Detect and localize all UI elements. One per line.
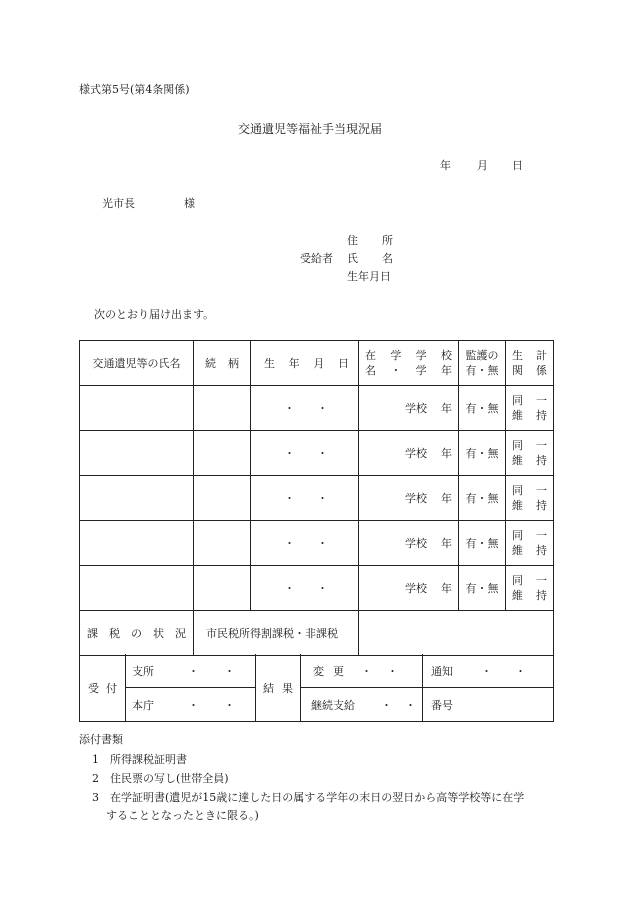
relation-cell[interactable] (194, 521, 251, 566)
reception-row-1 (80, 654, 554, 688)
result-label: 結 果 (256, 654, 301, 722)
header-relation: 続 柄 (194, 341, 251, 386)
tax-label: 課 税 の 状 況 (80, 611, 194, 656)
school-cell[interactable]: 学校 年 (359, 431, 459, 476)
children-rows (80, 386, 554, 611)
custody-cell[interactable]: 有・無 (459, 566, 506, 611)
living-cell[interactable]: 同 一 維 持 (506, 521, 554, 566)
header-name: 交通遺児等の氏名 (80, 341, 194, 386)
attachment-item-1: 1 所得課税証明書 (92, 753, 187, 766)
date-month-label: 月 (477, 159, 488, 172)
school-cell[interactable]: 学校 年 (359, 386, 459, 431)
tax-value: 市民税所得割課税・非課税 (194, 611, 359, 656)
table-row (80, 566, 554, 611)
birth-cell[interactable]: ・ ・ (251, 386, 359, 431)
addressee: 光市長 (102, 197, 135, 210)
result-notice: 通知 ・ ・ (423, 654, 554, 688)
child-name-cell[interactable] (80, 521, 194, 566)
tax-row (80, 611, 554, 656)
relation-cell[interactable] (194, 476, 251, 521)
reception-label: 受 付 (80, 654, 126, 722)
custody-cell[interactable]: 有・無 (459, 521, 506, 566)
birth-cell[interactable]: ・ ・ (251, 566, 359, 611)
table-row (80, 476, 554, 521)
living-cell[interactable]: 同 一 維 持 (506, 386, 554, 431)
name-label: 氏 名 (347, 252, 393, 265)
school-cell[interactable]: 学校 年 (359, 566, 459, 611)
result-continue: 継続支給 ・ ・ (301, 688, 423, 722)
main-office: 本庁 ・ ・ (126, 688, 256, 722)
custody-cell[interactable]: 有・無 (459, 386, 506, 431)
recipient-label: 受給者 (300, 252, 333, 265)
relation-cell[interactable] (194, 386, 251, 431)
birth-cell[interactable]: ・ ・ (251, 431, 359, 476)
living-cell[interactable]: 同 一 維 持 (506, 566, 554, 611)
result-change: 変 更 ・ ・ (301, 654, 423, 688)
intro-text: 次のとおり届け出ます。 (94, 308, 215, 321)
child-name-cell[interactable] (80, 386, 194, 431)
birth-cell[interactable]: ・ ・ (251, 476, 359, 521)
attachment-item-3: 3 在学証明書(遺児が15歳に達した日の属する学年の末日の翌日から高等学校等に在学 (92, 791, 525, 804)
branch-office: 支所 ・ ・ (126, 654, 256, 688)
table-row (80, 431, 554, 476)
attachments-title: 添付書類 (79, 733, 123, 746)
custody-cell[interactable]: 有・無 (459, 431, 506, 476)
header-living: 生 計 関 係 (506, 341, 554, 386)
child-name-cell[interactable] (80, 476, 194, 521)
living-cell[interactable]: 同 一 維 持 (506, 431, 554, 476)
header-birth: 生 年 月 日 (251, 341, 359, 386)
custody-cell[interactable]: 有・無 (459, 476, 506, 521)
date-day-label: 日 (512, 159, 523, 172)
school-cell[interactable]: 学校 年 (359, 521, 459, 566)
children-table (79, 340, 554, 656)
header-custody: 監護の 有・無 (459, 341, 506, 386)
reception-table (79, 654, 554, 722)
child-name-cell[interactable] (80, 431, 194, 476)
attachment-item-3-cont: することとなったときに限る。) (106, 809, 259, 822)
tax-blank (359, 611, 554, 656)
relation-cell[interactable] (194, 566, 251, 611)
reception-row-2 (80, 688, 554, 722)
birth-label: 生年月日 (347, 270, 391, 283)
table-row (80, 386, 554, 431)
address-label: 住 所 (347, 234, 393, 247)
school-cell[interactable]: 学校 年 (359, 476, 459, 521)
form-title: 交通遺児等福祉手当現況届 (238, 122, 383, 136)
table-header-row (80, 341, 554, 386)
birth-cell[interactable]: ・ ・ (251, 521, 359, 566)
result-number: 番号 (423, 688, 554, 722)
table-row (80, 521, 554, 566)
honorific: 様 (184, 197, 195, 210)
child-name-cell[interactable] (80, 566, 194, 611)
attachment-item-2: 2 住民票の写し(世帯全員) (92, 772, 229, 785)
date-year-label: 年 (440, 159, 451, 172)
form-number: 様式第5号(第4条関係) (79, 83, 190, 96)
living-cell[interactable]: 同 一 維 持 (506, 476, 554, 521)
relation-cell[interactable] (194, 431, 251, 476)
header-school: 在 学 学 校 名 ・ 学 年 (359, 341, 459, 386)
